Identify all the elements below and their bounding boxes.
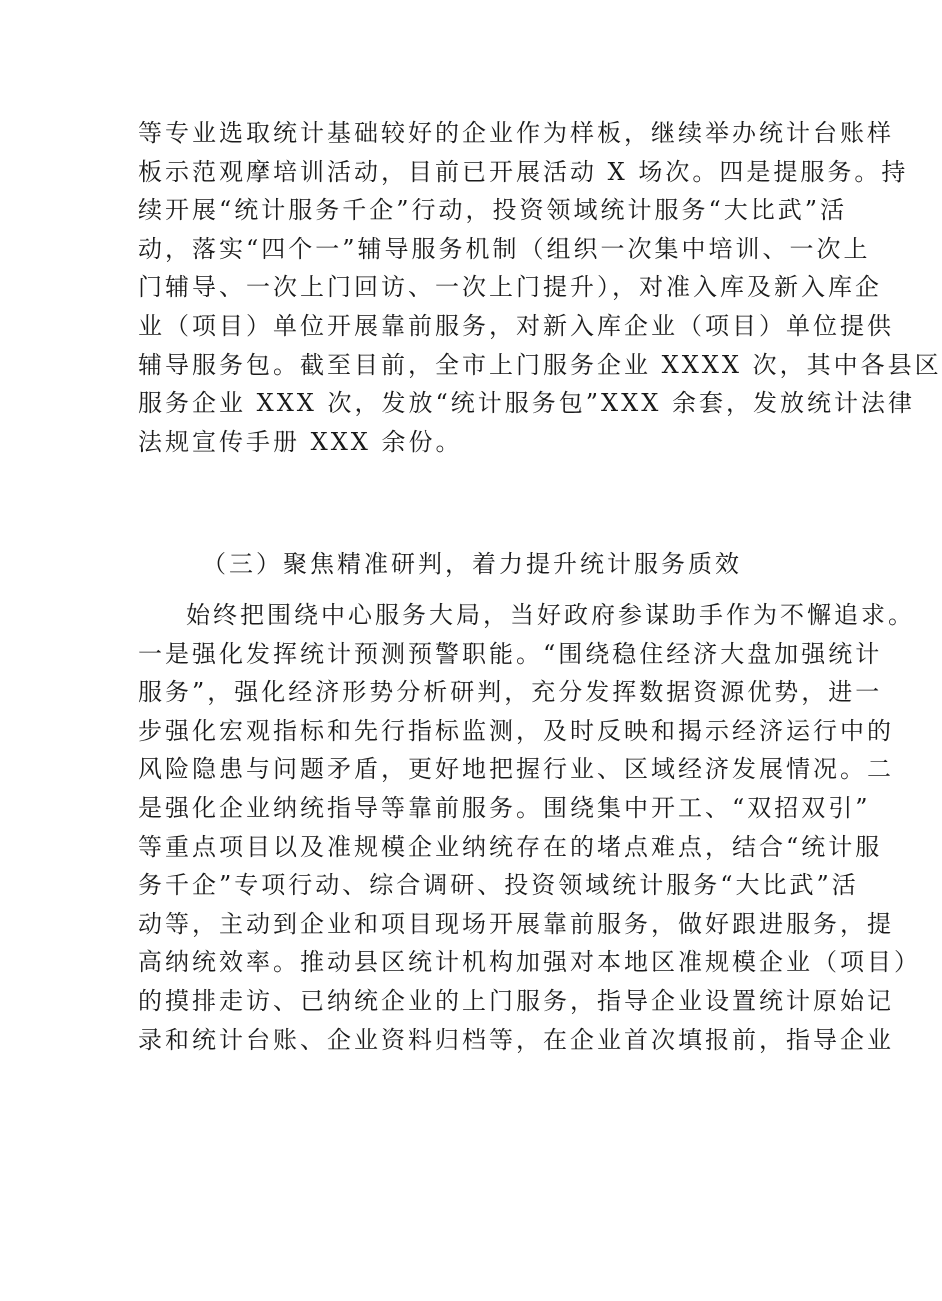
paragraph-line: 是强化企业纳统指导等靠前服务。围绕集中开工、“双招双引” bbox=[138, 793, 871, 822]
paragraph-line: 辅导服务包。截至目前，全市上门服务企业 XXXX 次，其中各县区 bbox=[138, 350, 942, 379]
paragraph-line: 法规宣传手册 XXX 余份。 bbox=[138, 427, 463, 456]
paragraph-line: 始终把围绕中心服务大局，当好政府参谋助手作为不懈追求。 bbox=[186, 601, 915, 629]
paragraph-line: 服务企业 XXX 次，发放“统计服务包”XXX 余套，发放统计法律 bbox=[138, 389, 915, 418]
paragraph-line: 的摸排走访、已纳统企业的上门服务，指导企业设置统计原始记 bbox=[138, 986, 894, 1015]
paragraph-line: 等专业选取统计基础较好的企业作为样板，继续举办统计台账样 bbox=[138, 119, 894, 147]
paragraph-line: 服务”，强化经济形势分析研判，充分发挥数据资源优势，进一 bbox=[138, 678, 883, 707]
paragraph-line: 板示范观摩培训活动，目前已开展活动 X 场次。四是提服务。持 bbox=[138, 157, 909, 186]
paragraph-line: 门辅导、一次上门回访、一次上门提升），对准入库及新入库企 bbox=[138, 273, 882, 302]
paragraph-research bbox=[138, 596, 921, 1059]
paragraph-line: 步强化宏观指标和先行指标监测，及时反映和揭示经济运行中的 bbox=[138, 716, 894, 745]
paragraph-line: 录和统计台账、企业资料归档等，在企业首次填报前，指导企业 bbox=[138, 1025, 894, 1054]
paragraph-line: 等重点项目以及准规模企业纳统存在的堵点难点，结合“统计服 bbox=[138, 832, 883, 861]
paragraph-line: 务千企”专项行动、综合调研、投资领域统计服务“大比武”活 bbox=[138, 871, 859, 900]
section-heading: （三）聚焦精准研判，着力提升统计服务质效 bbox=[202, 550, 742, 578]
paragraph-line: 高纳统效率。推动县区统计机构加强对本地区准规模企业（项目） bbox=[138, 948, 921, 977]
paragraph-line: 风险隐患与问题矛盾，更好地把握行业、区域经济发展情况。二 bbox=[138, 755, 894, 784]
paragraph-services bbox=[138, 114, 942, 461]
paragraph-line: 业（项目）单位开展靠前服务，对新入库企业（项目）单位提供 bbox=[138, 311, 894, 340]
paragraph-line: 一是强化发挥统计预测预警职能。“围绕稳住经济大盘加强统计 bbox=[138, 639, 883, 668]
paragraph-line: 动，落实“四个一”辅导服务机制（组织一次集中培训、一次上 bbox=[138, 234, 871, 263]
paragraph-line: 续开展“统计服务千企”行动，投资领域统计服务“大比武”活 bbox=[138, 196, 848, 225]
paragraph-line: 动等，主动到企业和项目现场开展靠前服务，做好跟进服务，提 bbox=[138, 909, 894, 938]
